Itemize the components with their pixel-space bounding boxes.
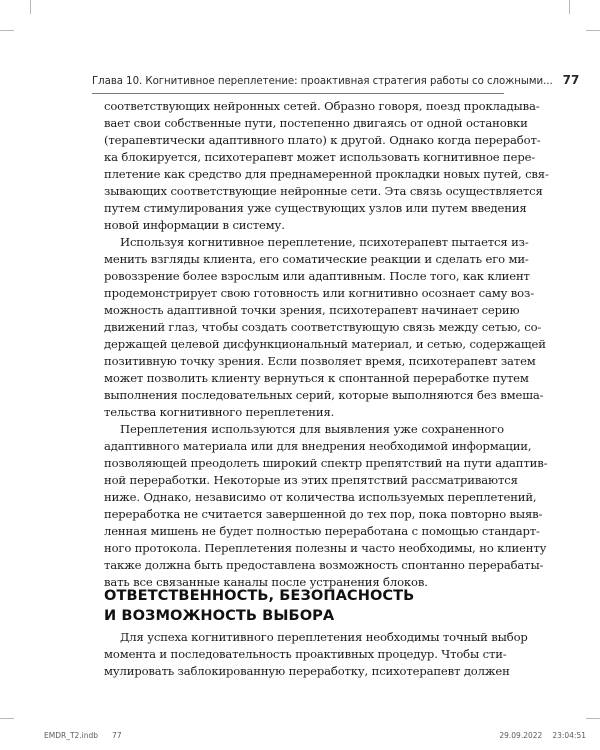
text-line: (терапевтически адаптивного плато) к другой. Однако когда переработ- bbox=[104, 133, 541, 147]
text-line: путем стимулирования уже существующих узлов или путем введения bbox=[104, 201, 527, 215]
slug-left bbox=[44, 731, 122, 740]
section-heading bbox=[104, 586, 504, 626]
crop-mark bbox=[0, 30, 14, 31]
paragraph-2 bbox=[104, 234, 546, 421]
text-line: новой информации в систему. bbox=[104, 218, 285, 232]
text-line: переработка не считается завершенной до тех пор, пока повторно выяв- bbox=[104, 507, 543, 521]
crop-mark bbox=[0, 718, 14, 719]
text-line: может позволить клиенту вернуться к спонтанной переработке путем bbox=[104, 371, 529, 385]
text-line: ленная мишень не будет полностью переработана с помощью стандарт- bbox=[104, 524, 540, 538]
page-number: 77 bbox=[562, 73, 580, 87]
text-line: зывающих соответствующие нейронные сети. Эта связь осуществляется bbox=[104, 184, 543, 198]
text-line: Для успеха когнитивного переплетения необходимы точный выбор bbox=[120, 630, 528, 644]
text-line: можность адаптивной точки зрения, психотерапевт начинает серию bbox=[104, 303, 520, 317]
text-line: Переплетения используются для выявления уже сохраненного bbox=[120, 422, 504, 436]
chapter-title: Глава 10. Когнитивное переплетение: проактивная стратегия работы со сложными... bbox=[92, 76, 553, 87]
text-line: вает свои собственные пути, постепенно двигаясь от одной остановки bbox=[104, 116, 528, 130]
crop-mark bbox=[586, 30, 600, 31]
slug-right bbox=[499, 731, 586, 740]
text-line: движений глаз, чтобы создать соответствующую связь между сетью, со- bbox=[104, 320, 542, 334]
text-line: позволяющей преодолеть широкий спектр препятствий на пути адаптив- bbox=[104, 456, 548, 470]
paragraph-3 bbox=[104, 421, 548, 591]
body-text bbox=[104, 98, 549, 591]
text-line: выполнения последовательных серий, которые выполняются без вмеша- bbox=[104, 388, 544, 402]
text-line: также должна быть предоставлена возможность спонтанно перерабаты- bbox=[104, 558, 544, 572]
slug-file-name: EMDR_T2.indb bbox=[44, 731, 99, 740]
text-line: момента и последовательность проактивных процедур. Чтобы сти- bbox=[104, 647, 507, 661]
running-head bbox=[92, 73, 580, 91]
crop-mark bbox=[30, 0, 31, 14]
text-line: ка блокируется, психотерапевт может использовать когнитивное пере- bbox=[104, 150, 536, 164]
text-line: вать все связанные каналы после устранения блоков. bbox=[104, 575, 428, 589]
text-line: ной переработки. Некоторые из этих препятствий рассматриваются bbox=[104, 473, 518, 487]
slug-time: 23:04:51 bbox=[552, 731, 586, 740]
crop-mark bbox=[586, 718, 600, 719]
text-line: ровоззрение более взрослым или адаптивным. После того, как клиент bbox=[104, 269, 530, 283]
text-line: тельства когнитивного переплетения. bbox=[104, 405, 335, 419]
slug-date: 29.09.2022 bbox=[499, 731, 543, 740]
header-rule bbox=[92, 93, 504, 94]
text-line: ного протокола. Переплетения полезны и часто необходимы, но клиенту bbox=[104, 541, 547, 555]
crop-mark bbox=[569, 0, 570, 14]
paragraph-1 bbox=[104, 98, 549, 234]
text-line: держащей целевой дисфункциональный материал, и сетью, содержащей bbox=[104, 337, 546, 351]
text-line: Используя когнитивное переплетение, психотерапевт пытается из- bbox=[120, 235, 529, 249]
text-line: мулировать заблокированную переработку, психотерапевт должен bbox=[104, 664, 510, 678]
text-line: позитивную точку зрения. Если позволяет время, психотерапевт затем bbox=[104, 354, 536, 368]
text-line: адаптивного материала или для внедрения необходимой информации, bbox=[104, 439, 532, 453]
text-line: ниже. Однако, независимо от количества используемых переплетений, bbox=[104, 490, 537, 504]
section-body-text bbox=[104, 629, 528, 680]
text-line: продемонстрирует свою готовность или когнитивно осознает саму воз- bbox=[104, 286, 534, 300]
section-heading-line: И ВОЗМОЖНОСТЬ ВЫБОРА bbox=[104, 607, 335, 624]
text-line: соответствующих нейронных сетей. Образно говоря, поезд прокладыва- bbox=[104, 99, 540, 113]
section-heading-line: ОТВЕТСТВЕННОСТЬ, БЕЗОПАСНОСТЬ bbox=[104, 587, 415, 604]
slug-page: 77 bbox=[112, 731, 122, 740]
text-line: плетение как средство для преднамеренной прокладки новых путей, свя- bbox=[104, 167, 549, 181]
text-line: менить взгляды клиента, его соматические реакции и сделать его ми- bbox=[104, 252, 529, 266]
